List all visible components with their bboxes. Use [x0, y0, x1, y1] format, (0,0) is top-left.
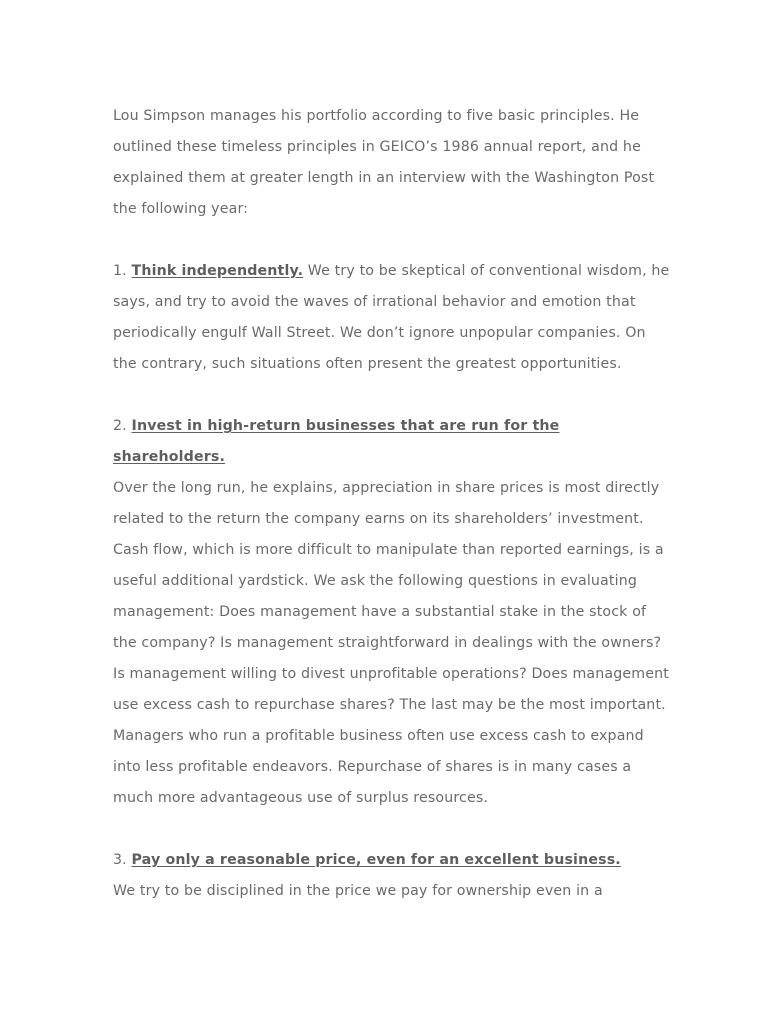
paragraph-spacer [113, 225, 673, 256]
principle-3-number: 3. [113, 852, 127, 868]
principle-1-number: 1. [113, 263, 127, 279]
intro-paragraph: Lou Simpson manages his portfolio according to five basic principles. He outlined these timeless principles in GEICO’s 1986 annual report, and he explained them at greater length in an interview with the Washington Post the following year: [113, 108, 655, 217]
document-page [113, 101, 673, 907]
principle-1 [113, 256, 673, 380]
principle-3-title-line [113, 845, 673, 876]
principle-3-text: We try to be disciplined in the price we pay for ownership even in a [113, 883, 603, 899]
principle-1-heading: Think independently. [131, 263, 304, 279]
principle-2-title-line [113, 411, 673, 473]
principle-2-text: Over the long run, he explains, appreciation in share prices is most directly related to the return the company earns on its shareholders’ investment. Cash flow, which is more difficult to manipulate than reported earnings, is a useful additional yardstick. We ask the following questions in evaluating management: Does management have a substantial stake in the stock of the company? Is management straightforward in dealings with the owners? Is management willing to divest unprofitable operations? Does management use excess cash to repurchase shares? The last may be the most important. Managers who run a profitable business often use excess cash to expand into less profitable endeavors. Repurchase of shares is in many cases a much more advantageous use of surplus resources. [113, 480, 669, 806]
paragraph-spacer [113, 380, 673, 411]
principle-2-number: 2. [113, 418, 127, 434]
paragraph-spacer [113, 814, 673, 845]
principle-1-text: We try to be skeptical of conventional wisdom, he says, and try to avoid the waves of irrational behavior and emotion that periodically engulf Wall Street. We don’t ignore unpopular companies. On the contrary, such situations often present the greatest opportunities. [113, 263, 670, 372]
principle-2-heading: Invest in high-return businesses that are run for the shareholders. [113, 418, 560, 465]
principle-3-heading: Pay only a reasonable price, even for an excellent business. [131, 852, 621, 868]
